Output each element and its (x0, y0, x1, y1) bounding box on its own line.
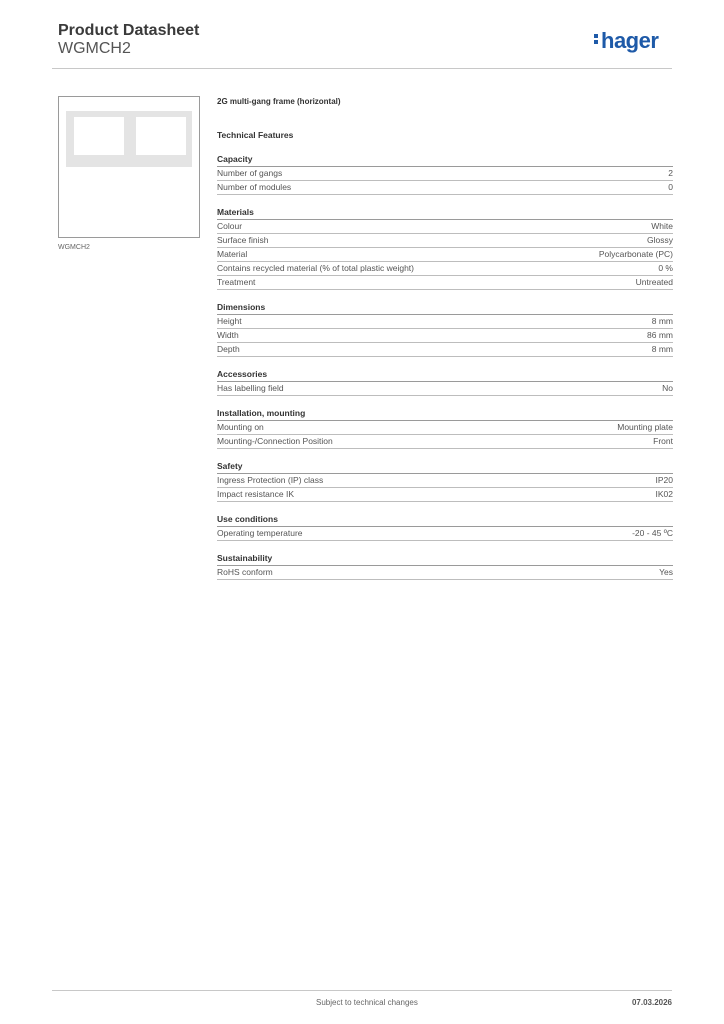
spec-label: Colour (217, 221, 243, 231)
section-title: Capacity (217, 154, 673, 167)
spec-row (217, 527, 673, 541)
spec-row (217, 343, 673, 357)
section-title: Use conditions (217, 514, 673, 527)
frame-opening-left (74, 117, 124, 155)
spec-row (217, 315, 673, 329)
spec-row (217, 181, 673, 195)
footer-divider (52, 990, 672, 991)
spec-section (217, 302, 673, 357)
spec-value: IK02 (655, 489, 673, 499)
spec-value: -20 - 45 ºC (632, 528, 673, 538)
frame-illustration (66, 111, 192, 167)
spec-label: Mounting on (217, 422, 264, 432)
logo-dots-icon (594, 32, 599, 46)
spec-row (217, 421, 673, 435)
spec-row (217, 248, 673, 262)
spec-row (217, 566, 673, 580)
spec-section (217, 514, 673, 541)
spec-value: No (662, 383, 673, 393)
spec-label: Height (217, 316, 242, 326)
section-title: Installation, mounting (217, 408, 673, 421)
page-title: Product Datasheet (58, 22, 200, 39)
image-caption: WGMCH2 (58, 244, 90, 251)
spec-row (217, 276, 673, 290)
spec-value: White (651, 221, 673, 231)
spec-label: Impact resistance IK (217, 489, 295, 499)
spec-label: Depth (217, 344, 240, 354)
spec-value: Yes (659, 567, 673, 577)
spec-value: Glossy (647, 235, 673, 245)
footer-date: 07.03.2026 (631, 998, 672, 1007)
spec-sections (217, 154, 673, 580)
spec-section (217, 461, 673, 502)
spec-label: Mounting-/Connection Position (217, 436, 333, 446)
spec-value: 86 mm (647, 330, 673, 340)
spec-value: IP20 (655, 475, 673, 485)
header-divider (52, 68, 672, 69)
spec-value: 8 mm (651, 316, 673, 326)
product-image (58, 96, 200, 238)
spec-content (217, 96, 673, 580)
spec-label: Number of gangs (217, 168, 283, 178)
section-title: Safety (217, 461, 673, 474)
spec-row (217, 234, 673, 248)
spec-label: Width (217, 330, 239, 340)
spec-row (217, 329, 673, 343)
logo-text: hager (601, 28, 659, 53)
hager-logo (594, 28, 658, 54)
spec-row (217, 435, 673, 449)
spec-value: Mounting plate (617, 422, 673, 432)
spec-label: Ingress Protection (IP) class (217, 475, 324, 485)
spec-section (217, 553, 673, 580)
spec-section (217, 207, 673, 290)
spec-row (217, 220, 673, 234)
spec-label: RoHS conform (217, 567, 273, 577)
spec-section (217, 154, 673, 195)
section-title: Dimensions (217, 302, 673, 315)
product-name: 2G multi-gang frame (horizontal) (217, 97, 341, 106)
spec-label: Has labelling field (217, 383, 284, 393)
spec-row (217, 474, 673, 488)
section-title: Accessories (217, 369, 673, 382)
spec-label: Number of modules (217, 182, 292, 192)
spec-label: Treatment (217, 277, 256, 287)
spec-value: Polycarbonate (PC) (598, 249, 673, 259)
spec-row (217, 167, 673, 181)
spec-section (217, 408, 673, 449)
frame-opening-right (136, 117, 186, 155)
spec-label: Surface finish (217, 235, 269, 245)
spec-value: 8 mm (651, 344, 673, 354)
spec-value: 0 % (658, 263, 673, 273)
spec-row (217, 382, 673, 396)
spec-label: Contains recycled material (% of total plastic weight) (217, 263, 414, 273)
spec-label: Operating temperature (217, 528, 303, 538)
spec-value: Untreated (635, 277, 673, 287)
spec-row (217, 262, 673, 276)
spec-value: 0 (668, 182, 673, 192)
spec-value: 2 (668, 168, 673, 178)
section-title: Sustainability (217, 553, 673, 566)
spec-row (217, 488, 673, 502)
spec-value: Front (653, 436, 673, 446)
section-title: Materials (217, 207, 673, 220)
product-code: WGMCH2 (58, 40, 131, 57)
spec-label: Material (217, 249, 248, 259)
spec-section (217, 369, 673, 396)
technical-features-heading: Technical Features (217, 130, 294, 140)
footer-note: Subject to technical changes (316, 998, 418, 1007)
